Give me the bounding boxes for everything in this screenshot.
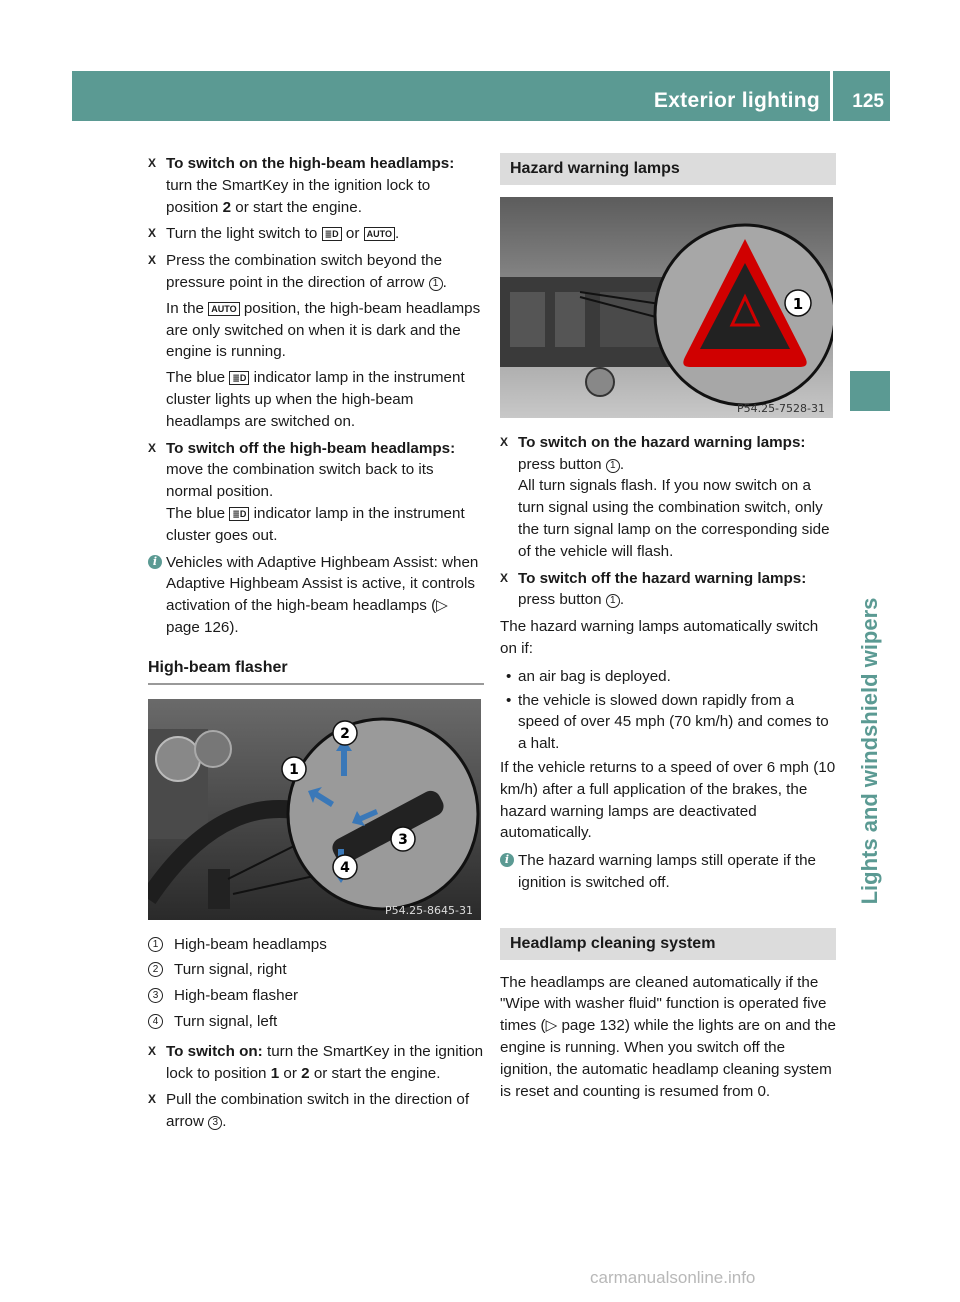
info-text: Vehicles with Adaptive Highbeam Assist: when Adaptive Highbeam Assist is active, it controls activation of the high-beam headlamps ( — [166, 553, 479, 615]
auto-icon: AUTO — [364, 227, 395, 241]
page-ref-icon: ▷ — [436, 597, 448, 615]
info-icon: i — [148, 555, 162, 569]
step-high-beam-on — [148, 153, 484, 218]
step-text: Pull the combination switch in the direction of arrow — [166, 1091, 470, 1131]
step-title: To switch on: — [166, 1042, 263, 1060]
callout-number-icon: 1 — [429, 277, 443, 291]
step-text: In the — [166, 299, 204, 317]
hazard-button-image — [500, 197, 833, 418]
high-beam-icon: ≣D — [229, 371, 249, 385]
step-light-switch — [148, 223, 484, 245]
step-text: All turn signals flash. If you now switch on a turn signal using the combination switch, only the turn signal lamp on the corresponding side of the vehicle will flash. — [518, 477, 830, 560]
paragraph: The hazard warning lamps automatically switch on if: — [500, 618, 819, 657]
step-text: Press the combination switch beyond the pressure point in the direction of arrow — [166, 252, 443, 291]
header-bar — [72, 71, 890, 121]
section-heading-headlamp: Headlamp cleaning system — [500, 928, 836, 960]
step-arrow-icon: X — [148, 440, 157, 455]
side-tab-block — [850, 371, 890, 411]
svg-text:1: 1 — [289, 761, 299, 778]
header-separator — [830, 71, 833, 121]
step-arrow-icon: X — [500, 434, 509, 449]
info-note — [148, 552, 484, 639]
callout-number-icon: 2 — [148, 962, 163, 977]
section-heading-hazard: Hazard warning lamps — [500, 153, 836, 185]
step-text: press button — [518, 455, 602, 473]
legend-label: Turn signal, right — [174, 961, 287, 979]
bullet-item — [500, 666, 836, 688]
step-press-switch: X Press the combination switch beyond the pressure point in the direction of arrow 1 . In the AUTO position, the high-beam headlamps are only switched on when it is dark and the engine is running. The blue ≣D indicator lamp in the instrument cluster lights up when the high-beam headlamps are switched on. — [148, 252, 481, 430]
step-pull-switch — [148, 1089, 484, 1133]
position-value: 2 — [301, 1064, 310, 1082]
position-value: 2 — [222, 198, 232, 216]
svg-text:3: 3 — [398, 831, 408, 848]
step-arrow-icon: X — [148, 1043, 157, 1058]
step-text-end: . — [395, 225, 400, 243]
step-arrow-icon: X — [148, 253, 157, 268]
step-text-or: or — [345, 225, 360, 243]
bullet-text: the vehicle is slowed down rapidly from a speed of over 45 mph (70 km/h) and comes to a halt. — [518, 691, 829, 753]
step-title: To switch on the high-beam headlamps: — [166, 155, 455, 172]
page-number: 125 — [852, 91, 884, 112]
page-ref-icon: ▷ — [545, 1017, 558, 1035]
callout-number-icon: 1 — [606, 594, 620, 608]
legend-label: Turn signal, left — [174, 1012, 278, 1030]
step-text: indicator lamp in the instrument cluster lights up when the high-beam headlamps are switched on. — [166, 369, 465, 430]
step-text: turn the SmartKey in the ignition lock to position — [166, 1042, 484, 1082]
info-note — [500, 850, 836, 894]
image-code: P54.25-7528-31 — [736, 401, 825, 415]
step-text: press button — [518, 591, 602, 609]
position-value: 1 — [270, 1064, 280, 1082]
step-title: To switch on the hazard warning lamps: — [518, 433, 806, 451]
image-code: P54.25-8645-31 — [384, 903, 473, 917]
high-beam-icon: ≣D — [229, 507, 249, 521]
step-text: The blue — [166, 369, 226, 387]
paragraph: If the vehicle returns to a speed of over 6 mph (10 km/h) after a full application of the brakes, the hazard warning lamps are deactivated automatically. — [500, 758, 836, 842]
step-hazard-off: X To switch off the hazard warning lamps: press button 1 . — [500, 569, 807, 609]
info-icon: i — [500, 853, 514, 867]
step-text-end: . — [222, 1113, 227, 1131]
step-text-tail: or start the engine. — [313, 1064, 441, 1082]
step-arrow-icon: X — [148, 1092, 157, 1107]
high-beam-icon: ≣D — [322, 227, 342, 241]
high-beam-flasher-image — [148, 699, 481, 920]
callout-number-icon: 1 — [606, 459, 620, 473]
section-heading: High-beam flasher — [148, 657, 484, 685]
bullet-text: an air bag is deployed. — [518, 667, 671, 685]
side-tab — [850, 126, 890, 1206]
legend-label: High-beam headlamps — [174, 935, 327, 953]
step-text-tail: or start the engine. — [235, 198, 362, 216]
page-ref: page 126). — [166, 618, 239, 636]
callout-number-icon: 3 — [208, 1116, 222, 1130]
right-column — [500, 153, 836, 1108]
side-tab-label: Lights and windshield wipers — [857, 597, 882, 905]
left-column — [148, 153, 484, 1138]
callout-number-icon: 1 — [792, 294, 804, 313]
info-text: The hazard warning lamps still operate if the ignition is switched off. — [518, 852, 816, 891]
step-arrow-icon: X — [148, 156, 157, 170]
paragraph-text: page 132) while the lights are on and the engine is running. When you switch off the ignition, the automatic headlamp cleaning system is reset and counting is resumed from 0. — [500, 1017, 836, 1100]
legend-item — [148, 959, 484, 981]
callout-number-icon: 4 — [148, 1014, 163, 1029]
paragraph — [500, 972, 836, 1103]
step-text: turn the SmartKey in the ignition lock to position — [166, 176, 431, 216]
legend-item — [148, 934, 484, 956]
callout-number-icon: 3 — [148, 988, 163, 1003]
step-title: To switch off the high-beam headlamps: — [166, 439, 456, 457]
step-text: move the combination switch back to its normal position. — [166, 461, 434, 501]
step-text: Turn the light switch to — [166, 225, 318, 243]
watermark: carmanualsonline.info — [590, 1268, 756, 1287]
svg-text:2: 2 — [340, 725, 350, 742]
step-text: The blue — [166, 504, 226, 522]
step-text: indicator lamp in the instrument cluster goes out. — [166, 504, 465, 544]
step-text-or: or — [283, 1064, 297, 1082]
bullet-item — [500, 690, 836, 755]
svg-text:4: 4 — [340, 859, 350, 876]
auto-icon: AUTO — [208, 302, 239, 316]
legend-label: High-beam flasher — [174, 987, 299, 1005]
step-hazard-on: X To switch on the hazard warning lamps: press button 1 . All turn signals flash. If you now switch on a turn signal using the combination switch, only the turn signal lamp on the corresponding side of the vehicle will flash. — [500, 433, 830, 560]
step-arrow-icon: X — [148, 226, 157, 241]
header-title: Exterior lighting — [653, 89, 820, 112]
callout-number-icon: 1 — [148, 937, 163, 952]
step-arrow-icon: X — [500, 570, 509, 585]
legend-list — [148, 934, 484, 1033]
step-title: To switch off the hazard warning lamps: — [518, 569, 807, 587]
legend-item — [148, 1011, 484, 1033]
legend-item — [148, 985, 484, 1007]
paragraph-text: The headlamps are cleaned automatically if the "Wipe with washer fluid" function is operated five times ( — [500, 973, 827, 1035]
step-text: position, the high-beam headlamps are only switched on when it is dark and the engine is running. — [166, 299, 481, 361]
step-high-beam-off — [148, 438, 484, 547]
step-switch-on — [148, 1041, 484, 1085]
